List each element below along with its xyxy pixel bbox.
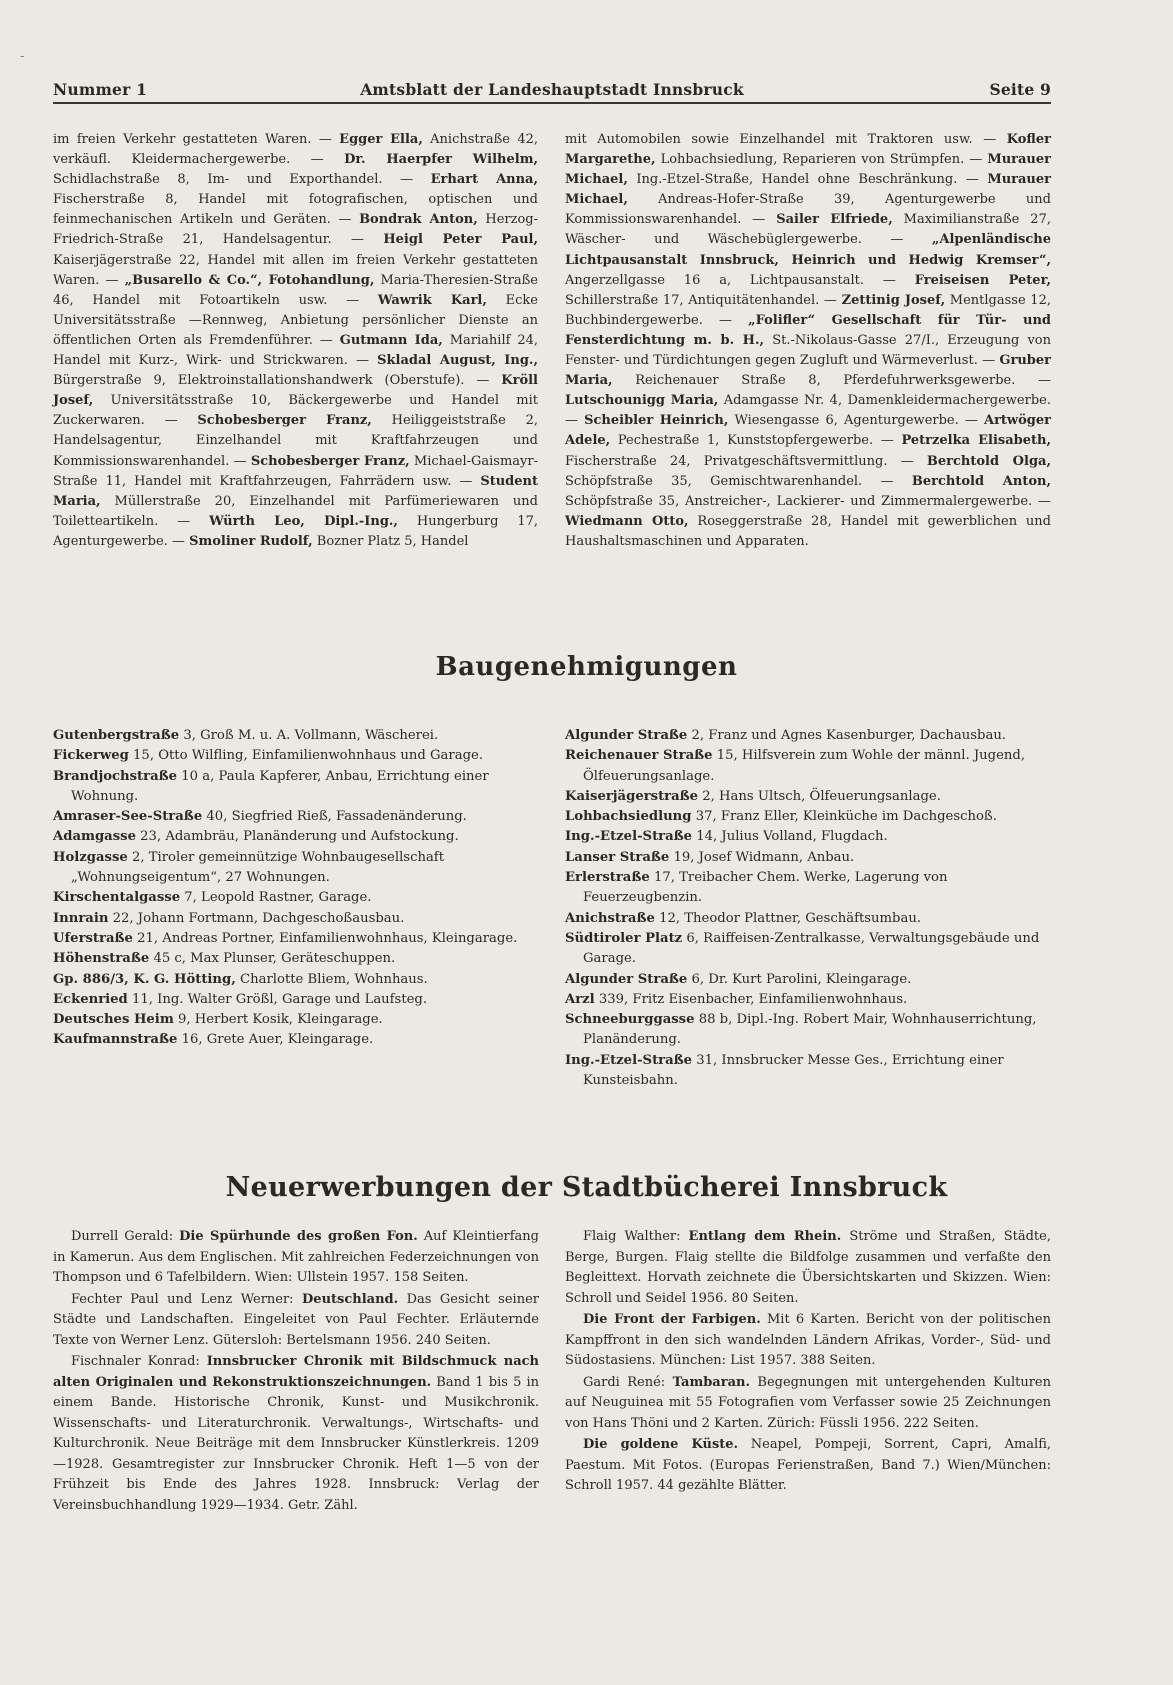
permit-entry bbox=[53, 767, 535, 808]
permit-address: Ing.-Etzel-Straße bbox=[565, 1052, 693, 1068]
book-title: Deutschland. bbox=[302, 1291, 399, 1307]
permit-address: Gutenbergstraße bbox=[53, 728, 180, 743]
notice-paragraph bbox=[53, 130, 538, 552]
permit-details: 14, Julius Volland, Flugdach. bbox=[692, 829, 888, 845]
business-name: Scheibler Heinrich, bbox=[584, 413, 729, 429]
business-name: Artwöger Adele, bbox=[565, 413, 1051, 449]
permit-address: Fickerweg bbox=[53, 748, 129, 764]
permit-address: Algunder Straße bbox=[565, 971, 688, 987]
business-details: Maria-Theresien-Straße 46, Handel mit Fotoartikeln usw. — bbox=[53, 272, 538, 308]
business-details: Schillerstraße 17, Antiquitätenhandel. — bbox=[565, 292, 842, 308]
book-entry bbox=[565, 1373, 1051, 1435]
permit-details: 37, Franz Eller, Kleinküche im Dachgeschoß. bbox=[691, 809, 997, 825]
permit-entry bbox=[53, 807, 535, 827]
permit-details: 3, Groß M. u. A. Vollmann, Wäscherei. bbox=[179, 728, 439, 743]
business-name: „Busarello & Co.“, Fotohandlung, bbox=[124, 272, 375, 288]
permit-entry bbox=[565, 807, 1051, 827]
permit-address: Lohbachsiedlung bbox=[565, 809, 692, 825]
notice-paragraph bbox=[565, 130, 1051, 552]
business-details: Fischerstraße 8, Handel mit fotografischen, optischen und feinmechanischen Artikeln und Geräten. — bbox=[53, 192, 538, 228]
permit-details: 17, Treibacher Chem. Werke, Lagerung von Feuerzeugbenzin. bbox=[583, 870, 948, 906]
permit-address: Anichstraße bbox=[565, 910, 655, 926]
business-name: Bondrak Anton, bbox=[359, 212, 478, 228]
permit-entry bbox=[565, 827, 1051, 847]
business-name: Dr. Haerpfer Wilhelm, bbox=[344, 152, 538, 168]
permit-address: Holzgasse bbox=[53, 849, 128, 865]
permit-entry bbox=[565, 970, 1051, 990]
section-title-baugenehmigungen: Baugenehmigungen bbox=[435, 652, 738, 682]
permit-entry bbox=[53, 746, 535, 766]
business-name: Würth Leo, Dipl.-Ing., bbox=[209, 513, 398, 529]
book-entry bbox=[53, 1352, 539, 1516]
permit-entry bbox=[53, 929, 535, 949]
permit-details: 10 a, Paula Kapferer, Anbau, Errichtung einer Wohnung. bbox=[71, 768, 489, 804]
permit-details: 2, Hans Ultsch, Ölfeuerungsanlage. bbox=[698, 788, 941, 804]
business-details: Herzog-Friedrich-Straße 21, Handelsagentur. — bbox=[53, 212, 538, 248]
business-details: Heiliggeiststraße 2, Handelsagentur, Einzelhandel mit Kraftfahrzeugen und Kommissionswarenhandel. — bbox=[53, 413, 538, 469]
permit-details: 6, Raiffeisen-Zentralkasse, Verwaltungsgebäude und Garage. bbox=[583, 930, 1040, 967]
book-description: Mit 6 Karten. Bericht von der politischen Kampffront in den sich wandelnden Ländern Afrikas, Vorder-, Süd- und Südostasiens. München: List 1957. 388 Seiten. bbox=[565, 1312, 1051, 1368]
business-details: Universitätsstraße 10, Bäckergewerbe und Handel mit Zuckerwaren. — bbox=[53, 393, 538, 429]
page-header bbox=[53, 80, 1051, 104]
business-details: Lohbachsiedlung, Reparieren von Strümpfen. — bbox=[655, 152, 988, 168]
book-entry bbox=[565, 1435, 1051, 1497]
permit-entry bbox=[565, 848, 1051, 868]
permit-details: Charlotte Bliem, Wohnhaus. bbox=[235, 971, 428, 987]
column-top-right bbox=[565, 130, 1051, 552]
permit-entry bbox=[565, 929, 1051, 970]
permit-address: Brandjochstraße bbox=[53, 768, 178, 784]
permit-address: Lanser Straße bbox=[565, 849, 670, 865]
permit-details: 15, Otto Wilfling, Einfamilienwohnhaus und Garage. bbox=[128, 748, 484, 764]
permit-details: 339, Fritz Eisenbacher, Einfamilienwohnhaus. bbox=[594, 991, 908, 1007]
permit-address: Deutsches Heim bbox=[53, 1012, 174, 1028]
permit-entry bbox=[53, 970, 535, 990]
business-name: Murauer Michael, bbox=[565, 172, 1051, 208]
neuerwerbungen-left-column bbox=[53, 1227, 539, 1516]
business-details: mit Automobilen sowie Einzelhandel mit Traktoren usw. — bbox=[565, 132, 1007, 147]
permit-address: Reichenauer Straße bbox=[565, 748, 713, 764]
business-details: Schöpfstraße 35, Gemischtwarenhandel. — bbox=[565, 473, 912, 489]
business-name: Student Maria, bbox=[53, 473, 538, 509]
business-name: Sailer Elfriede, bbox=[776, 212, 893, 228]
permit-entry bbox=[565, 1051, 1051, 1092]
permit-details: 19, Josef Widmann, Anbau. bbox=[669, 849, 855, 865]
publication-title: Amtsblatt der Landeshauptstadt Innsbruck bbox=[360, 80, 744, 99]
permit-address: Kaiserjägerstraße bbox=[565, 788, 699, 804]
business-details: im freien Verkehr gestatteten Waren. — bbox=[53, 132, 340, 147]
baugenehmigungen-left-list bbox=[53, 726, 535, 1051]
business-details: Hungerburg 17, Agenturgewerbe. — bbox=[53, 513, 539, 549]
business-name: Berchtold Olga, bbox=[926, 453, 1051, 469]
permit-entry bbox=[565, 909, 1051, 929]
permit-address: Innrain bbox=[53, 910, 109, 926]
permit-details: 15, Hilfsverein zum Wohle der männl. Jugend, Ölfeuerungsanlage. bbox=[583, 748, 1026, 784]
permit-address: Kaufmannstraße bbox=[53, 1032, 178, 1048]
permit-address: Ing.-Etzel-Straße bbox=[565, 829, 693, 845]
business-name: Erhart Anna, bbox=[430, 172, 539, 188]
permit-details: 7, Leopold Rastner, Garage. bbox=[180, 890, 372, 906]
book-description: Auf Kleintierfang in Kamerun. Aus dem Englischen. Mit zahlreichen Federzeichnungen von Thompson und 6 Tafelbildern. Wien: Ullstein 1957. 158 Seiten. bbox=[53, 1229, 539, 1285]
business-details: Reichenauer Straße 8, Pferdefuhrwerksgewerbe. — bbox=[612, 373, 1051, 389]
permit-entry bbox=[53, 888, 535, 908]
business-name: Lutschounigg Maria, bbox=[565, 393, 719, 409]
business-name: Berchtold Anton, bbox=[911, 473, 1051, 489]
business-details: Andreas-Hofer-Straße 39, Agenturgewerbe und Kommissionswarenhandel. — bbox=[565, 192, 1051, 228]
business-name: Kröll Josef, bbox=[53, 373, 538, 409]
permit-details: 11, Ing. Walter Größl, Garage und Laufsteg. bbox=[127, 991, 428, 1007]
business-details: Michael-Gaismayr-Straße 11, Handel mit Kraftfahrzeugen, Fahrrädern usw. — bbox=[53, 453, 538, 489]
business-name: Gutmann Ida, bbox=[339, 332, 443, 348]
permit-address: Amraser-See-Straße bbox=[53, 809, 203, 825]
permit-entry bbox=[53, 909, 535, 929]
permit-entry bbox=[53, 827, 535, 847]
permit-entry bbox=[565, 787, 1051, 807]
permit-details: 2, Tiroler gemeinnützige Wohnbaugesellschaft „Wohnungseigentum“, 27 Wohnungen. bbox=[71, 849, 444, 886]
permit-details: 45 c, Max Plunser, Geräteschuppen. bbox=[149, 951, 396, 967]
permit-details: 22, Johann Fortmann, Dachgeschoßausbau. bbox=[108, 910, 405, 926]
permit-entry bbox=[53, 1010, 535, 1030]
business-details: Adamgasse Nr. 4, Damenkleidermachergewerbe. — bbox=[565, 393, 1051, 429]
business-name: Heigl Peter Paul, bbox=[383, 232, 538, 248]
permit-entry bbox=[53, 949, 535, 969]
book-author: Durrell Gerald: bbox=[71, 1229, 180, 1244]
permit-entry bbox=[53, 726, 535, 746]
book-author: Fischnaler Konrad: bbox=[71, 1354, 207, 1369]
book-entry bbox=[53, 1290, 539, 1352]
business-name: Murauer Michael, bbox=[565, 152, 1051, 188]
book-description: Neapel, Pompeji, Sorrent, Capri, Amalfi, Paestum. Mit Fotos. (Europas Ferienstraßen, Band 7.) Wien/München: Schroll 1957. 44 gezählte Blätter. bbox=[565, 1437, 1052, 1493]
book-title: Innsbrucker Chronik mit Bildschmuck nach alten Originalen und Rekonstruktionszeichnungen. bbox=[53, 1354, 539, 1390]
permit-address: Südtiroler Platz bbox=[565, 930, 683, 946]
permit-details: 23, Adambräu, Planänderung und Aufstockung. bbox=[135, 829, 459, 845]
business-details: Ing.-Etzel-Straße, Handel ohne Beschränkung. — bbox=[627, 172, 988, 188]
business-details: Bozner Platz 5, Handel bbox=[312, 533, 469, 549]
book-title: Die Front der Farbigen. bbox=[583, 1312, 761, 1327]
business-name: Skladal August, Ing., bbox=[377, 353, 538, 369]
permit-address: Erlerstraße bbox=[565, 870, 650, 886]
permit-details: 12, Theodor Plattner, Geschäftsumbau. bbox=[654, 910, 922, 926]
permit-address: Höhenstraße bbox=[53, 951, 150, 967]
permit-details: 16, Grete Auer, Kleingarage. bbox=[177, 1032, 374, 1048]
permit-entry bbox=[53, 1030, 535, 1050]
permit-details: 2, Franz und Agnes Kasenburger, Dachausbau. bbox=[687, 728, 1007, 743]
business-details: Schöpfstraße 35, Anstreicher-, Lackierer- und Zimmermalergewerbe. — bbox=[565, 493, 1051, 509]
book-entry bbox=[565, 1310, 1051, 1372]
business-name: Wiedmann Otto, bbox=[565, 513, 689, 529]
permit-entry bbox=[565, 868, 1051, 909]
business-name: Wawrik Karl, bbox=[377, 292, 487, 308]
column-top-left bbox=[53, 130, 538, 552]
baugenehmigungen-right-list bbox=[565, 726, 1051, 1091]
neuerwerbungen-right-column bbox=[565, 1227, 1051, 1497]
business-name: Kofler Margarethe, bbox=[565, 132, 1051, 168]
business-details: Bürgerstraße 9, Elektroinstallationshandwerk (Oberstufe). — bbox=[53, 373, 502, 389]
permit-details: 40, Siegfried Rieß, Fassadenänderung. bbox=[202, 809, 467, 825]
margin-mark: - bbox=[20, 48, 25, 64]
permit-details: 9, Herbert Kosik, Kleingarage. bbox=[173, 1012, 383, 1028]
business-details: Mariahilf 24, Handel mit Kurz-, Wirk- und Strickwaren. — bbox=[53, 332, 538, 369]
business-name: „Folifler“ Gesellschaft für Tür- und Fensterdichtung m. b. H., bbox=[565, 312, 1051, 348]
business-details: Ecke Universitätsstraße —Rennweg, Anbietung persönlicher Dienste an öffentlichen Orten als Fremdenführer. — bbox=[53, 292, 538, 348]
book-description: Band 1 bis 5 in einem Bande. Historische Chronik, Kunst- und Musikchronik. Wissenschafts- und Literaturchronik. Verwaltungs-, Wirtschafts- und Kulturchronik. Neue Beiträge mit dem Innsbrucker Künstlerkreis. 1209—1928. Gesamtregister zur Innsbrucker Chronik. Heft 1—5 von der Frühzeit bis Ende des Jahres 1928. Innsbruck: Verlag der Vereinsbuchhandlung 1929—1934. Getr. Zähl. bbox=[53, 1374, 539, 1513]
permit-address: Arzl bbox=[565, 991, 595, 1007]
permit-address: Kirschentalgasse bbox=[53, 890, 181, 906]
permit-address: Adamgasse bbox=[53, 829, 136, 845]
permit-address: Uferstraße bbox=[53, 930, 133, 946]
book-entry bbox=[565, 1227, 1051, 1309]
permit-details: 21, Andreas Portner, Einfamilienwohnhaus, Kleingarage. bbox=[132, 930, 518, 946]
business-details: Schidlachstraße 8, Im- und Exporthandel. — bbox=[53, 172, 431, 188]
business-name: Zettinig Josef, bbox=[841, 292, 946, 308]
permit-entry bbox=[565, 726, 1051, 746]
book-title: Die goldene Küste. bbox=[583, 1437, 739, 1452]
business-details: Kaiserjägerstraße 22, Handel mit allen im freien Verkehr gestatteten Waren. — bbox=[53, 252, 538, 288]
book-author: Fechter Paul und Lenz Werner: bbox=[71, 1291, 303, 1307]
business-details: Wiesengasse 6, Agenturgewerbe. — bbox=[728, 413, 984, 429]
business-details: Müllerstraße 20, Einzelhandel mit Parfümeriewaren und Toiletteartikeln. — bbox=[53, 493, 538, 529]
business-details: Anichstraße 42, verkäufl. Kleidermachergewerbe. — bbox=[53, 132, 538, 168]
permit-details: 88 b, Dipl.-Ing. Robert Mair, Wohnhauserrichtung, Planänderung. bbox=[583, 1012, 1037, 1048]
business-details: Maximilianstraße 27, Wäscher- und Wäschebüglergewerbe. — bbox=[565, 212, 1051, 248]
book-title: Entlang dem Rhein. bbox=[688, 1229, 842, 1244]
permit-entry bbox=[565, 1010, 1051, 1051]
book-title: Tambaran. bbox=[672, 1374, 750, 1390]
business-details: St.-Nikolaus-Gasse 27/I., Erzeugung von Fenster- und Türdichtungen gegen Zugluft und Wärmeverlust. — bbox=[565, 332, 1051, 369]
book-description: Ströme und Straßen, Städte, Berge, Burgen. Flaig stellte die Bildfolge zusammen und verfaßte den Begleittext. Horvath zeichnete die Übersichtskarten und Skizzen. Wien: Schroll und Seidel 1956. 80 Seiten. bbox=[565, 1229, 1051, 1306]
business-details: Roseggerstraße 28, Handel mit gewerblichen und Haushaltsmaschinen und Apparaten. bbox=[565, 513, 1051, 549]
business-name: Schobesberger Franz, bbox=[197, 413, 372, 429]
permit-entry bbox=[53, 848, 535, 889]
book-author: Gardi René: bbox=[583, 1374, 673, 1390]
book-description: Begegnungen mit untergehenden Kulturen auf Neuguinea mit 55 Fotografien vom Verfasser sowie 25 Zeichnungen von Hans Thöni und 2 Karten. Zürich: Füssli 1956. 222 Seiten. bbox=[565, 1374, 1051, 1431]
business-name: „Alpenländische Lichtpausanstalt Innsbruck, Heinrich und Hedwig Kremser“, bbox=[565, 232, 1051, 268]
business-details: Fischerstraße 24, Privatgeschäftsvermittlung. — bbox=[565, 453, 927, 469]
section-title-neuerwerbungen: Neuerwerbungen der Stadtbücherei Innsbruck bbox=[225, 1172, 948, 1203]
business-details: Pechestraße 1, Kunststopfergewerbe. — bbox=[610, 433, 902, 449]
business-name: Smoliner Rudolf, bbox=[189, 533, 313, 549]
book-author: Flaig Walther: bbox=[583, 1229, 689, 1244]
permit-entry bbox=[565, 990, 1051, 1010]
business-name: Egger Ella, bbox=[339, 132, 423, 147]
permit-address: Gp. 886/3, K. G. Hötting, bbox=[53, 971, 236, 987]
issue-number: Nummer 1 bbox=[53, 80, 148, 99]
business-details: Mentlgasse 12, Buchbindergewerbe. — bbox=[565, 292, 1051, 328]
business-name: Freiseisen Peter, bbox=[914, 272, 1051, 288]
permit-entry bbox=[565, 746, 1051, 787]
business-details: Angerzellgasse 16 a, Lichtpausanstalt. — bbox=[565, 272, 915, 288]
book-entry bbox=[53, 1227, 539, 1289]
book-description: Das Gesicht seiner Städte und Landschaften. Eingeleitet von Paul Fechter. Erläuternde Texte von Werner Lenz. Gütersloh: Bertelsmann 1956. 240 Seiten. bbox=[53, 1291, 539, 1348]
permit-details: 6, Dr. Kurt Parolini, Kleingarage. bbox=[687, 971, 912, 987]
book-title: Die Spürhunde des großen Fon. bbox=[179, 1229, 418, 1244]
permit-details: 31, Innsbrucker Messe Ges., Errichtung einer Kunsteisbahn. bbox=[583, 1052, 1004, 1089]
permit-address: Algunder Straße bbox=[565, 728, 688, 743]
business-name: Schobesberger Franz, bbox=[250, 453, 410, 469]
permit-address: Schneeburggasse bbox=[565, 1012, 695, 1028]
business-name: Petrzelka Elisabeth, bbox=[901, 433, 1051, 449]
permit-address: Eckenried bbox=[53, 991, 128, 1007]
page-number: Seite 9 bbox=[989, 80, 1051, 99]
permit-entry bbox=[53, 990, 535, 1010]
business-name: Gruber Maria, bbox=[565, 353, 1051, 389]
